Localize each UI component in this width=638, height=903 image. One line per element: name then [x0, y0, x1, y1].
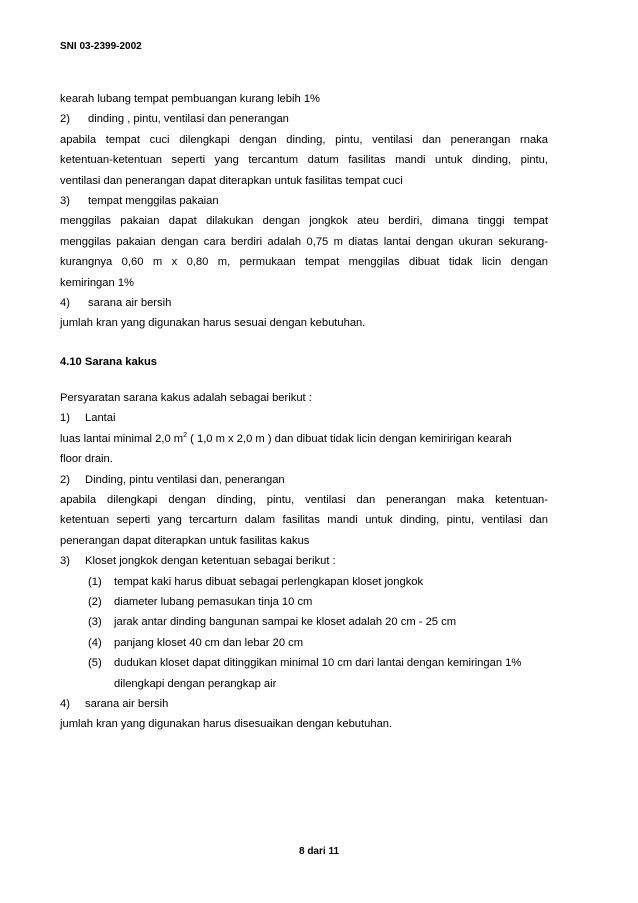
list-item-label: sarana air bersih — [88, 296, 172, 309]
text-line: kearah lubang tempat pembuangan kurang lebih 1% — [60, 93, 320, 105]
text-fragment: ( 1,0 m x 2,0 m ) dan dibuat tidak licin dengan kemiririgan kearah — [187, 432, 512, 445]
text-line: jumlah kran yang digunakan harus disesuaikan dengan kebutuhan. — [60, 718, 393, 731]
text-line: ketentuan seperti yang tercarturn dalam fasilitas mandi untuk dinding, pintu, ventilasi dan — [60, 514, 548, 527]
list-number: 2) — [60, 113, 70, 126]
sub-list-number: (3) — [88, 616, 102, 629]
sub-list-item — [60, 653, 548, 673]
sub-list-text: jarak antar dinding bangunan sampai ke kloset adalah 20 cm - 25 cm — [114, 616, 457, 629]
sub-list-number: (2) — [88, 595, 102, 608]
text-line: ketentuan-ketentuan seperti yang tercantum datum fasilitas mandi untuk dinding, pintu, — [60, 154, 548, 167]
spacer — [60, 334, 548, 352]
text-line: kurangnya 0,60 m x 0,80 m, permukaan tempat menggilas dibuat tidak licin dengan — [60, 256, 548, 269]
document-code-header: SNI 03-2399-2002 — [60, 41, 142, 52]
superscript: 2 — [183, 431, 188, 439]
text-line-with-superscript — [60, 429, 548, 449]
list-number: 3) — [60, 194, 70, 207]
list-item-heading — [60, 109, 548, 129]
sub-list-number: (4) — [88, 636, 102, 649]
text-fragment: luas lantai minimal 2,0 m — [60, 432, 184, 445]
text-line: menggilas pakaian dapat dilakukan dengan jongkok ateu berdiri, dimana tinggi tempat — [60, 215, 548, 228]
section-heading: 4.10 Sarana kakus — [60, 355, 158, 368]
list-item-label: tempat menggilas pakaian — [88, 194, 219, 207]
sub-list-number: (1) — [88, 575, 102, 588]
text-line: jumlah kran yang digunakan harus sesuai dengan kebutuhan. — [60, 317, 366, 330]
list-number: 4) — [60, 296, 70, 309]
list-number: 1) — [60, 412, 70, 425]
list-item-label: Dinding, pintu ventilasi dan, penerangan — [85, 473, 285, 486]
list-item-label: dinding , pintu, ventilasi dan penerangan — [88, 113, 289, 126]
document-body — [60, 89, 548, 735]
sub-list-item — [60, 592, 548, 612]
text-line: apabila tempat cuci dilengkapi dengan dinding, pintu, ventilasi dan penerangan rnaka — [60, 133, 548, 146]
sub-list-item — [60, 633, 548, 653]
text-line: ventilasi dan penerangan dapat diterapkan untuk fasilitas tempat cuci — [60, 174, 403, 187]
list-number: 3) — [60, 555, 70, 568]
sub-list-text: tempat kaki harus dibuat sebagai perlengkapan kloset jongkok — [114, 575, 424, 588]
sub-list-text: dudukan kloset dapat ditinggikan minimal 10 cm dari lantai dengan kemiringan 1% — [114, 657, 522, 670]
list-item-heading — [60, 551, 548, 571]
sub-list-continuation: dilengkapi dengan perangkap air — [114, 677, 277, 690]
text-line: kemiringan 1% — [60, 276, 134, 289]
text-line: apabila dilengkapi dengan dinding, pintu, ventilasi dan penerangan maka ketentuan- — [60, 494, 548, 507]
list-item-heading — [60, 293, 548, 313]
list-item-heading — [60, 408, 548, 428]
text-line: floor drain. — [60, 453, 113, 466]
page-number-footer: 8 dari 11 — [298, 846, 340, 857]
list-number: 2) — [60, 473, 70, 486]
sub-list-item — [60, 612, 548, 632]
sub-list-text: diameter lubang pemasukan tinja 10 cm — [114, 595, 313, 608]
sub-list-number: (5) — [88, 657, 102, 670]
spacer — [60, 372, 548, 388]
list-item-label: Lantai — [85, 412, 116, 425]
list-item-label: Kloset jongkok dengan ketentuan sebagai berikut : — [85, 555, 336, 568]
sub-list-text: panjang kloset 40 cm dan lebar 20 cm — [114, 636, 304, 649]
list-item-heading — [60, 470, 548, 490]
list-item-heading — [60, 694, 548, 714]
intro-line: Persyaratan sarana kakus adalah sebagai berikut : — [60, 392, 312, 405]
list-item-label: sarana air bersih — [85, 697, 169, 710]
list-item-heading — [60, 191, 548, 211]
text-line: menggilas pakaian dengan cara berdiri adalah 0,75 m diatas lantai dengan ukuran sekurang- — [60, 235, 548, 248]
sub-list-item — [60, 572, 548, 592]
list-number: 4) — [60, 697, 70, 710]
text-line: penerangan dapat diterapkan untuk fasilitas kakus — [60, 534, 310, 547]
